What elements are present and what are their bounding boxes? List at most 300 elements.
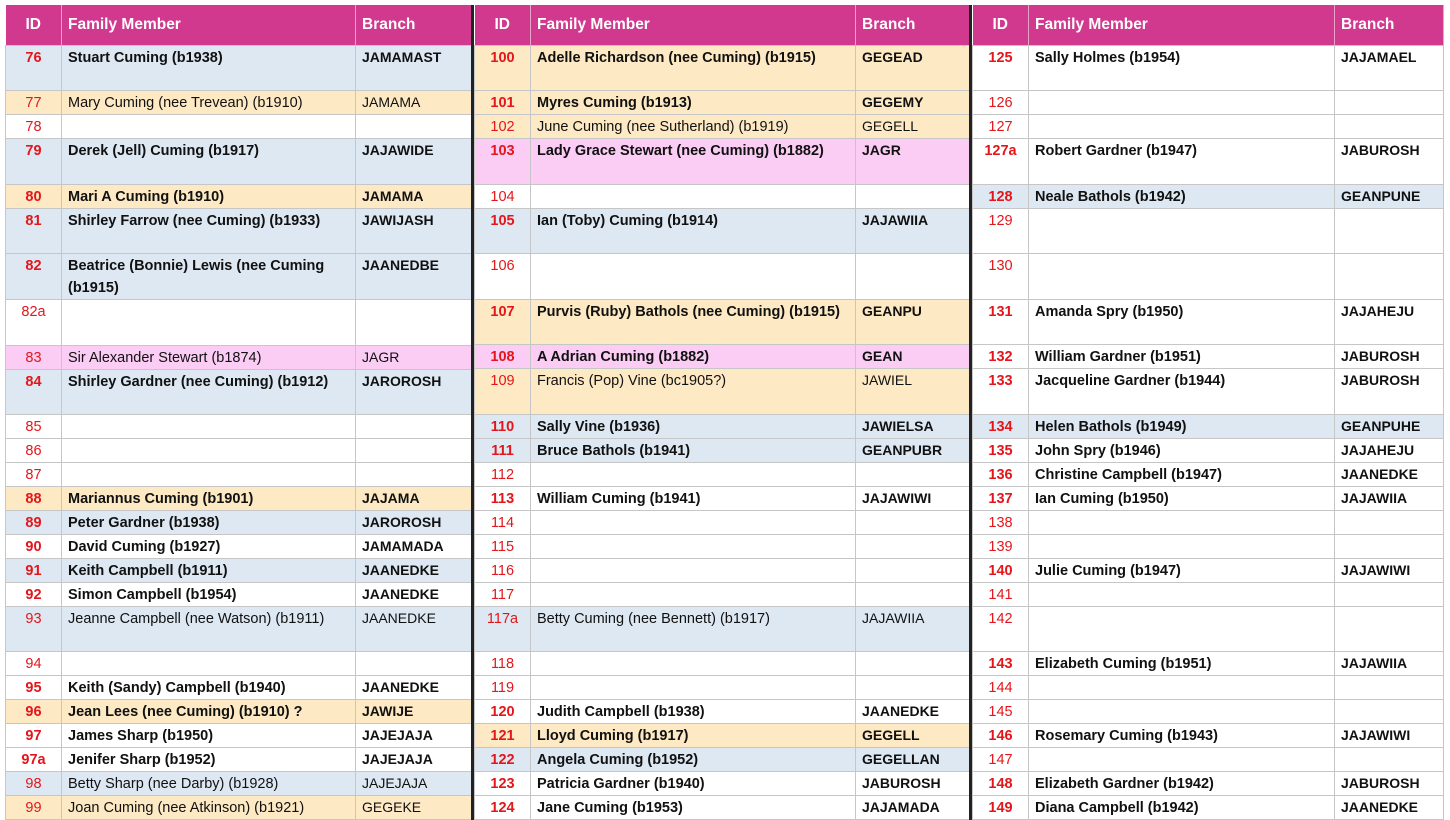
branch-cell: JAWIEL (856, 369, 971, 414)
table-row (973, 582, 1444, 606)
id-cell: 126 (973, 91, 1029, 115)
member-cell (1029, 700, 1335, 724)
member-cell: Purvis (Ruby) Bathols (nee Cuming) (b1915) (531, 299, 856, 344)
table-row (475, 414, 971, 438)
table-row (973, 345, 1444, 369)
branch-cell: JAJAMADA (856, 796, 971, 820)
branch-cell (856, 254, 971, 299)
member-cell: Elizabeth Cuming (b1951) (1029, 652, 1335, 676)
id-cell: 98 (6, 772, 62, 796)
member-cell: Sally Holmes (b1954) (1029, 46, 1335, 91)
header-row (973, 5, 1444, 46)
branch-cell: JAJEJAJA (356, 772, 473, 796)
table-row (973, 534, 1444, 558)
table-row (475, 748, 971, 772)
branch-cell (356, 652, 473, 676)
id-cell: 119 (475, 676, 531, 700)
member-cell (531, 534, 856, 558)
member-cell: David Cuming (b1927) (62, 534, 356, 558)
member-cell (62, 300, 356, 345)
id-cell: 113 (475, 486, 531, 510)
id-cell: 118 (475, 652, 531, 676)
branch-cell: GEAN (856, 345, 971, 369)
table-row (973, 91, 1444, 115)
member-cell: Ian (Toby) Cuming (b1914) (531, 208, 856, 253)
header-id: ID (973, 5, 1029, 46)
table-row (475, 558, 971, 582)
branch-cell (856, 184, 971, 208)
member-cell: William Gardner (b1951) (1029, 345, 1335, 369)
id-cell: 141 (973, 582, 1029, 606)
table-row (475, 534, 971, 558)
member-cell: Mary Cuming (nee Trevean) (b1910) (62, 91, 356, 115)
branch-cell (1335, 748, 1444, 772)
id-cell: 85 (6, 414, 62, 438)
id-cell: 93 (6, 606, 62, 651)
member-cell (531, 510, 856, 534)
id-cell: 134 (973, 414, 1029, 438)
id-cell: 138 (973, 510, 1029, 534)
member-cell: Helen Bathols (b1949) (1029, 414, 1335, 438)
table-row (6, 700, 473, 724)
table-row (973, 558, 1444, 582)
member-cell: Joan Cuming (nee Atkinson) (b1921) (62, 796, 356, 820)
branch-cell (356, 300, 473, 345)
member-cell: Betty Sharp (nee Darby) (b1928) (62, 772, 356, 796)
id-cell: 97a (6, 748, 62, 772)
table-row (6, 724, 473, 748)
member-cell (62, 414, 356, 438)
branch-cell (856, 676, 971, 700)
table-row (6, 139, 473, 184)
member-cell: Amanda Spry (b1950) (1029, 299, 1335, 344)
id-cell: 103 (475, 139, 531, 184)
table-row (6, 46, 473, 91)
member-cell (1029, 534, 1335, 558)
branch-cell: JAJAWIDE (356, 139, 473, 184)
id-cell: 95 (6, 676, 62, 700)
branch-cell: JABUROSH (1335, 772, 1444, 796)
header-row (475, 5, 971, 46)
member-cell: Peter Gardner (b1938) (62, 510, 356, 534)
branch-cell: JAJEJAJA (356, 724, 473, 748)
branch-cell: JAANEDKE (1335, 796, 1444, 820)
branch-cell: JAANEDBE (356, 254, 473, 300)
branch-cell: JAROROSH (356, 369, 473, 414)
branch-cell: JAWIELSA (856, 414, 971, 438)
member-cell (531, 254, 856, 299)
id-cell: 121 (475, 724, 531, 748)
member-cell: Neale Bathols (b1942) (1029, 184, 1335, 208)
branch-cell: GEGELLAN (856, 748, 971, 772)
branch-cell (856, 582, 971, 606)
branch-cell: JAANEDKE (856, 700, 971, 724)
member-cell (1029, 582, 1335, 606)
header-family-member: Family Member (531, 5, 856, 46)
id-cell: 82a (6, 300, 62, 345)
id-cell: 91 (6, 558, 62, 582)
branch-cell (1335, 115, 1444, 139)
id-cell: 142 (973, 606, 1029, 651)
branch-cell: GEANPUHE (1335, 414, 1444, 438)
branch-cell: JAJAWIWI (856, 486, 971, 510)
id-cell: 83 (6, 345, 62, 369)
table-row (973, 254, 1444, 299)
header-branch: Branch (356, 5, 473, 46)
branch-cell (1335, 208, 1444, 253)
branch-cell: JAJAMAEL (1335, 46, 1444, 91)
table-row (6, 652, 473, 676)
id-cell: 81 (6, 208, 62, 253)
id-cell: 96 (6, 700, 62, 724)
table-row (475, 184, 971, 208)
member-cell: Elizabeth Gardner (b1942) (1029, 772, 1335, 796)
branch-cell: JAMAMA (356, 184, 473, 208)
branch-cell: GEGEMY (856, 91, 971, 115)
branch-cell (1335, 700, 1444, 724)
id-cell: 127 (973, 115, 1029, 139)
table-row (475, 115, 971, 139)
member-cell: Julie Cuming (b1947) (1029, 558, 1335, 582)
id-cell: 109 (475, 369, 531, 414)
member-cell: Sir Alexander Stewart (b1874) (62, 345, 356, 369)
header-row (6, 5, 473, 46)
id-cell: 76 (6, 46, 62, 91)
id-cell: 116 (475, 558, 531, 582)
id-cell: 86 (6, 438, 62, 462)
id-cell: 82 (6, 254, 62, 300)
table-row (475, 486, 971, 510)
table-row (475, 139, 971, 184)
table-row (6, 254, 473, 300)
branch-cell: JAMAMAST (356, 46, 473, 91)
member-cell: Mari A Cuming (b1910) (62, 184, 356, 208)
header-branch: Branch (1335, 5, 1444, 46)
table-block-2 (474, 5, 972, 820)
member-cell (62, 462, 356, 486)
member-cell: Shirley Farrow (nee Cuming) (b1933) (62, 208, 356, 253)
member-cell: Lady Grace Stewart (nee Cuming) (b1882) (531, 139, 856, 184)
id-cell: 107 (475, 299, 531, 344)
table-row (973, 414, 1444, 438)
member-cell: Francis (Pop) Vine (bc1905?) (531, 369, 856, 414)
member-cell: James Sharp (b1950) (62, 724, 356, 748)
table-row (973, 676, 1444, 700)
table-row (973, 772, 1444, 796)
table-row (6, 115, 473, 139)
id-cell: 102 (475, 115, 531, 139)
branch-cell (1335, 91, 1444, 115)
id-cell: 139 (973, 534, 1029, 558)
id-cell: 147 (973, 748, 1029, 772)
branch-cell (1335, 582, 1444, 606)
member-cell (1029, 254, 1335, 299)
header-family-member: Family Member (62, 5, 356, 46)
id-cell: 77 (6, 91, 62, 115)
id-cell: 124 (475, 796, 531, 820)
member-cell (1029, 115, 1335, 139)
member-cell: John Spry (b1946) (1029, 438, 1335, 462)
member-cell: Betty Cuming (nee Bennett) (b1917) (531, 606, 856, 651)
table-row (475, 724, 971, 748)
branch-cell: JABUROSH (1335, 139, 1444, 184)
member-cell (1029, 676, 1335, 700)
table-row (6, 414, 473, 438)
id-cell: 117a (475, 606, 531, 651)
table-block-3 (972, 5, 1444, 820)
branch-cell (856, 534, 971, 558)
table-row (475, 299, 971, 344)
branch-cell: JAANEDKE (1335, 462, 1444, 486)
id-cell: 99 (6, 796, 62, 820)
id-cell: 146 (973, 724, 1029, 748)
table-row (475, 772, 971, 796)
id-cell: 78 (6, 115, 62, 139)
id-cell: 117 (475, 582, 531, 606)
branch-cell (856, 558, 971, 582)
member-cell: June Cuming (nee Sutherland) (b1919) (531, 115, 856, 139)
member-cell: Bruce Bathols (b1941) (531, 438, 856, 462)
member-cell: Christine Campbell (b1947) (1029, 462, 1335, 486)
table-row (475, 254, 971, 299)
id-cell: 115 (475, 534, 531, 558)
table-row (6, 184, 473, 208)
id-cell: 114 (475, 510, 531, 534)
table-row (6, 772, 473, 796)
id-cell: 89 (6, 510, 62, 534)
member-cell (1029, 208, 1335, 253)
id-cell: 108 (475, 345, 531, 369)
member-cell (531, 582, 856, 606)
branch-cell: JAJAWIIA (1335, 652, 1444, 676)
branch-cell: JAWIJASH (356, 208, 473, 253)
table-row (6, 606, 473, 651)
table-row (973, 486, 1444, 510)
table-row (475, 652, 971, 676)
member-cell: Beatrice (Bonnie) Lewis (nee Cuming (b1915) (62, 254, 356, 300)
id-cell: 137 (973, 486, 1029, 510)
id-cell: 136 (973, 462, 1029, 486)
member-cell: Jean Lees (nee Cuming) (b1910) ? (62, 700, 356, 724)
table-row (973, 606, 1444, 651)
id-cell: 131 (973, 299, 1029, 344)
id-cell: 101 (475, 91, 531, 115)
branch-cell: JABUROSH (1335, 369, 1444, 414)
table-row (475, 462, 971, 486)
table-row (6, 369, 473, 414)
table-row (475, 700, 971, 724)
id-cell: 130 (973, 254, 1029, 299)
table-row (6, 345, 473, 369)
branch-cell (356, 462, 473, 486)
id-cell: 149 (973, 796, 1029, 820)
id-cell: 125 (973, 46, 1029, 91)
member-cell: A Adrian Cuming (b1882) (531, 345, 856, 369)
header-id: ID (475, 5, 531, 46)
id-cell: 135 (973, 438, 1029, 462)
table-row (973, 510, 1444, 534)
table-row (973, 462, 1444, 486)
table-row (6, 558, 473, 582)
id-cell: 87 (6, 462, 62, 486)
id-cell: 79 (6, 139, 62, 184)
branch-cell: JAWIJE (356, 700, 473, 724)
branch-cell: GEGEKE (356, 796, 473, 820)
member-cell: Adelle Richardson (nee Cuming) (b1915) (531, 46, 856, 91)
member-cell (62, 438, 356, 462)
branch-cell: JAANEDKE (356, 558, 473, 582)
id-cell: 144 (973, 676, 1029, 700)
branch-cell: GEGELL (856, 115, 971, 139)
table-row (6, 208, 473, 253)
member-cell (531, 184, 856, 208)
table-row (973, 208, 1444, 253)
table-row (475, 46, 971, 91)
table-row (6, 510, 473, 534)
member-cell (1029, 606, 1335, 651)
branch-cell (1335, 606, 1444, 651)
member-cell (531, 652, 856, 676)
table-row (475, 369, 971, 414)
member-cell: Diana Campbell (b1942) (1029, 796, 1335, 820)
branch-cell: JABUROSH (1335, 345, 1444, 369)
member-cell: Stuart Cuming (b1938) (62, 46, 356, 91)
table-row (475, 796, 971, 820)
table-row (6, 748, 473, 772)
id-cell: 88 (6, 486, 62, 510)
branch-cell: JAJAWIIA (856, 606, 971, 651)
header-branch: Branch (856, 5, 971, 46)
table-row (973, 748, 1444, 772)
member-cell: Jacqueline Gardner (b1944) (1029, 369, 1335, 414)
table-row (973, 299, 1444, 344)
member-cell: Angela Cuming (b1952) (531, 748, 856, 772)
id-cell: 105 (475, 208, 531, 253)
member-cell: William Cuming (b1941) (531, 486, 856, 510)
branch-cell: JAJAWIWI (1335, 724, 1444, 748)
table-row (475, 438, 971, 462)
member-cell (531, 462, 856, 486)
member-cell: Jenifer Sharp (b1952) (62, 748, 356, 772)
branch-cell: JAJAWIIA (1335, 486, 1444, 510)
branch-cell: JAJAWIIA (856, 208, 971, 253)
table-block-1 (5, 5, 474, 820)
branch-cell (356, 438, 473, 462)
id-cell: 132 (973, 345, 1029, 369)
id-cell: 143 (973, 652, 1029, 676)
id-cell: 94 (6, 652, 62, 676)
table-row (475, 345, 971, 369)
member-cell (1029, 510, 1335, 534)
branch-cell: JAANEDKE (356, 676, 473, 700)
branch-cell: JAANEDKE (356, 582, 473, 606)
branch-cell (1335, 254, 1444, 299)
table-row (6, 462, 473, 486)
member-cell (531, 558, 856, 582)
id-cell: 106 (475, 254, 531, 299)
id-cell: 80 (6, 184, 62, 208)
id-cell: 110 (475, 414, 531, 438)
table-row (973, 724, 1444, 748)
member-cell: Jeanne Campbell (nee Watson) (b1911) (62, 606, 356, 651)
table-row (973, 184, 1444, 208)
id-cell: 120 (475, 700, 531, 724)
member-cell (531, 676, 856, 700)
branch-cell (856, 652, 971, 676)
id-cell: 129 (973, 208, 1029, 253)
id-cell: 145 (973, 700, 1029, 724)
branch-cell: GEANPUBR (856, 438, 971, 462)
family-id-sheet (5, 5, 1445, 820)
table-row (6, 91, 473, 115)
table-row (973, 700, 1444, 724)
member-cell: Judith Campbell (b1938) (531, 700, 856, 724)
branch-cell: JAJAHEJU (1335, 438, 1444, 462)
member-cell (1029, 748, 1335, 772)
branch-cell: GEANPU (856, 299, 971, 344)
member-cell: Jane Cuming (b1953) (531, 796, 856, 820)
branch-cell: JAJAHEJU (1335, 299, 1444, 344)
branch-cell: JAGR (856, 139, 971, 184)
id-cell: 97 (6, 724, 62, 748)
table-row (973, 115, 1444, 139)
table-row (6, 796, 473, 820)
id-cell: 90 (6, 534, 62, 558)
table-row (6, 438, 473, 462)
member-cell: Sally Vine (b1936) (531, 414, 856, 438)
table-row (475, 208, 971, 253)
table-row (475, 582, 971, 606)
member-cell: Patricia Gardner (b1940) (531, 772, 856, 796)
branch-cell: GEANPUNE (1335, 184, 1444, 208)
table-row (973, 438, 1444, 462)
branch-cell: JAJEJAJA (356, 748, 473, 772)
table-row (6, 534, 473, 558)
table-row (475, 606, 971, 651)
member-cell: Shirley Gardner (nee Cuming) (b1912) (62, 369, 356, 414)
id-cell: 112 (475, 462, 531, 486)
member-cell (62, 652, 356, 676)
branch-cell (1335, 534, 1444, 558)
branch-cell: JAMAMADA (356, 534, 473, 558)
id-cell: 123 (475, 772, 531, 796)
id-cell: 84 (6, 369, 62, 414)
member-cell (1029, 91, 1335, 115)
branch-cell: JAJAMA (356, 486, 473, 510)
table-row (6, 676, 473, 700)
branch-cell (356, 115, 473, 139)
id-cell: 140 (973, 558, 1029, 582)
table-row (973, 652, 1444, 676)
table-row (6, 300, 473, 345)
id-cell: 104 (475, 184, 531, 208)
header-family-member: Family Member (1029, 5, 1335, 46)
member-cell: Keith (Sandy) Campbell (b1940) (62, 676, 356, 700)
id-cell: 100 (475, 46, 531, 91)
member-cell: Mariannus Cuming (b1901) (62, 486, 356, 510)
member-cell: Myres Cuming (b1913) (531, 91, 856, 115)
member-cell: Robert Gardner (b1947) (1029, 139, 1335, 184)
id-cell: 128 (973, 184, 1029, 208)
id-cell: 92 (6, 582, 62, 606)
id-cell: 111 (475, 438, 531, 462)
branch-cell: GEGEAD (856, 46, 971, 91)
id-cell: 148 (973, 772, 1029, 796)
branch-cell: JAANEDKE (356, 606, 473, 651)
member-cell: Lloyd Cuming (b1917) (531, 724, 856, 748)
member-cell (62, 115, 356, 139)
id-cell: 133 (973, 369, 1029, 414)
